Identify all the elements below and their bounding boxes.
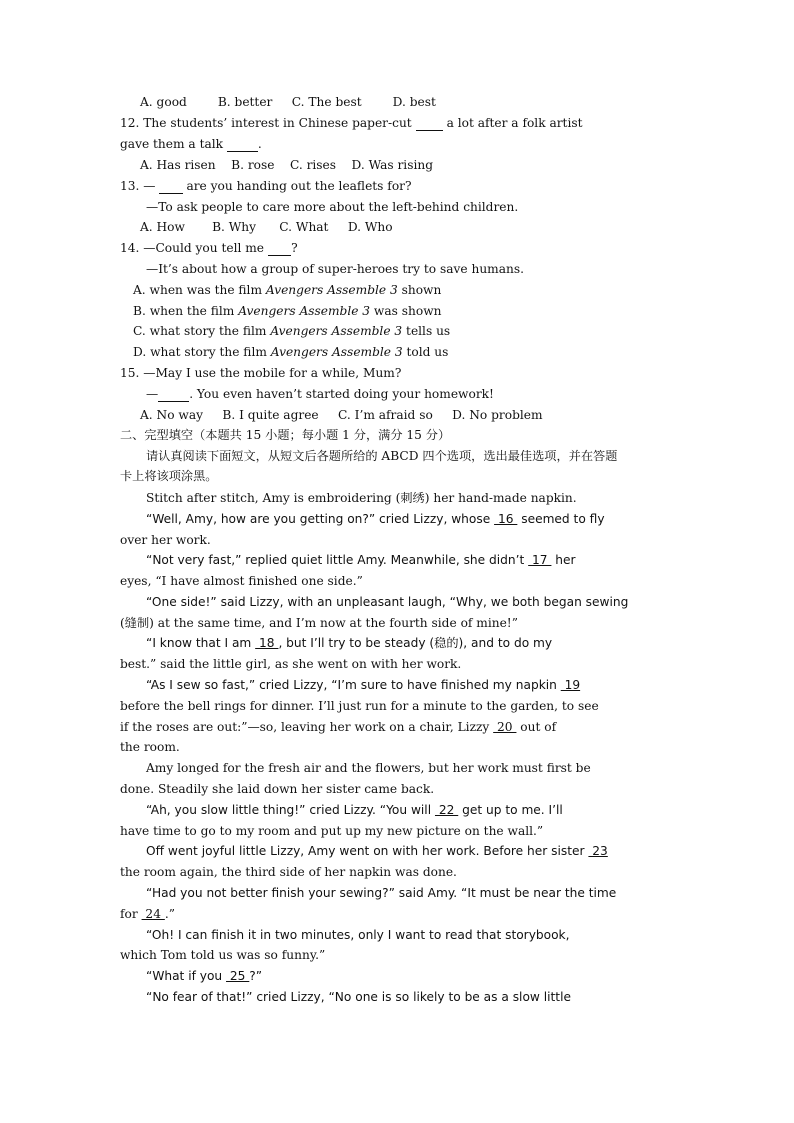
- text-segment: ?”: [249, 969, 263, 983]
- text-line: [120, 238, 676, 259]
- text-line: [120, 945, 676, 966]
- text-line: [146, 758, 702, 779]
- cloze-number: 23: [588, 844, 608, 858]
- text-segment: “I know that I am: [146, 636, 256, 650]
- text-line: [120, 717, 676, 738]
- text-line: [133, 321, 689, 342]
- text-line: [146, 800, 702, 821]
- text-segment: “As I sew so fast,” cried Lizzy, “I’m sure to have finished my napkin: [146, 678, 561, 692]
- text-segment: eyes, “I have almost finished one side.”: [120, 574, 363, 588]
- text-segment: .: [257, 137, 262, 151]
- text-segment: D. what story the film: [133, 345, 271, 359]
- text-segment: Off went joyful little Lizzy, Amy went on with her work. Before her sister: [146, 844, 589, 858]
- text-segment: —It’s about how a group of super-heroes try to save humans.: [146, 262, 524, 276]
- text-line: [146, 675, 702, 696]
- film-title: Avengers Assemble 3: [265, 283, 398, 297]
- text-segment: . You even haven’t started doing your homework!: [189, 387, 494, 401]
- text-segment: the room again, the third side of her napkin was done.: [120, 865, 457, 879]
- text-segment: A. when was the film: [133, 283, 266, 297]
- text-segment: her: [551, 553, 576, 567]
- text-segment: 12. The students’ interest in Chinese paper-cut: [120, 116, 416, 130]
- text-line: [140, 155, 696, 176]
- text-line: [133, 342, 689, 363]
- text-segment: 二、完型填空（本题共 15 小题；每小题 1 分，满分 15 分）: [120, 428, 451, 442]
- text-line: [120, 696, 676, 717]
- text-segment: “Had you not better finish your sewing?” said Amy. “It must be near the time: [146, 886, 617, 900]
- text-segment: best.” said the little girl, as she went on with her work.: [120, 657, 462, 671]
- text-segment: if the roses are out:”—so, leaving her work on a chair, Lizzy: [120, 720, 494, 734]
- text-line: [120, 613, 676, 634]
- text-line: [120, 425, 676, 446]
- film-title: Avengers Assemble 3: [238, 304, 371, 318]
- text-line: [120, 821, 676, 842]
- text-segment: (缝制) at the same time, and I’m now at the fourth side of mine!”: [120, 616, 518, 630]
- text-segment: —: [146, 387, 159, 401]
- cloze-number: 24: [141, 907, 165, 921]
- text-line: [120, 530, 676, 551]
- text-segment: Amy longed for the fresh air and the flowers, but her work must first be: [146, 761, 591, 775]
- text-line: [120, 904, 676, 925]
- text-segment: A. No way B. I quite agree C. I’m afraid so D. No problem: [140, 408, 543, 422]
- text-line: [120, 737, 676, 758]
- cloze-number: 18: [255, 636, 279, 650]
- text-segment: for: [120, 907, 142, 921]
- text-line: [146, 509, 702, 530]
- text-line: [120, 862, 676, 883]
- answer-blank: [158, 387, 189, 402]
- text-line: [140, 217, 696, 238]
- text-segment: A. How B. Why C. What D. Who: [140, 220, 393, 234]
- text-line: [140, 405, 696, 426]
- text-segment: was shown: [370, 304, 442, 318]
- text-segment: a lot after a folk artist: [442, 116, 583, 130]
- text-line: [120, 571, 676, 592]
- text-segment: which Tom told us was so funny.”: [120, 948, 326, 962]
- text-segment: “What if you: [146, 969, 227, 983]
- text-segment: 请认真阅读下面短文，从短文后各题所给的 ABCD 四个选项，选出最佳选项，并在答题: [146, 449, 618, 463]
- text-segment: get up to me. I’ll: [458, 803, 563, 817]
- text-segment: gave them a talk: [120, 137, 227, 151]
- text-segment: “Ah, you slow little thing!” cried Lizzy. “You will: [146, 803, 435, 817]
- text-line: [120, 779, 676, 800]
- text-line: [146, 966, 702, 987]
- text-line: [146, 259, 702, 280]
- cloze-number: 20: [493, 720, 517, 734]
- film-title: Avengers Assemble 3: [270, 324, 403, 338]
- text-segment: , but I’ll try to be steady (稳的), and to do my: [278, 636, 553, 650]
- text-line: [146, 550, 702, 571]
- text-segment: tells us: [402, 324, 451, 338]
- text-line: [146, 883, 702, 904]
- text-segment: shown: [397, 283, 442, 297]
- answer-blank: [268, 241, 291, 256]
- text-line: [120, 466, 676, 487]
- text-segment: —To ask people to care more about the left-behind children.: [146, 200, 519, 214]
- text-line: [120, 113, 676, 134]
- text-line: [146, 446, 702, 467]
- text-segment: “One side!” said Lizzy, with an unpleasant laugh, “Why, we both began sewing: [146, 595, 629, 609]
- text-segment: “Oh! I can finish it in two minutes, only I want to read that storybook,: [146, 928, 570, 942]
- answer-blank: [227, 137, 258, 152]
- text-line: [146, 633, 702, 654]
- cloze-number: 17: [528, 553, 552, 567]
- text-line: [146, 841, 702, 862]
- text-segment: “Well, Amy, how are you getting on?” cried Lizzy, whose: [146, 512, 495, 526]
- text-segment: before the bell rings for dinner. I’ll just run for a minute to the garden, to see: [120, 699, 599, 713]
- text-line: [146, 925, 702, 946]
- text-line: [120, 654, 676, 675]
- text-segment: 13. —: [120, 179, 160, 193]
- text-line: [146, 592, 702, 613]
- film-title: Avengers Assemble 3: [270, 345, 403, 359]
- text-line: [133, 280, 689, 301]
- text-line: [140, 92, 696, 113]
- text-segment: have time to go to my room and put up my new picture on the wall.”: [120, 824, 544, 838]
- text-segment: ?: [291, 241, 298, 255]
- text-segment: out of: [516, 720, 557, 734]
- cloze-number: 19: [560, 678, 581, 692]
- text-line: [146, 488, 702, 509]
- cloze-number: 25: [226, 969, 250, 983]
- text-segment: over her work.: [120, 533, 211, 547]
- text-line: [146, 197, 702, 218]
- text-line: [146, 384, 702, 405]
- cloze-number: 22: [434, 803, 459, 817]
- answer-blank: [416, 116, 443, 131]
- text-segment: 卡上将该项涂黑。: [120, 469, 218, 483]
- answer-blank: [159, 179, 182, 194]
- text-line: [120, 176, 676, 197]
- text-segment: .”: [164, 907, 175, 921]
- cloze-number: 16: [494, 512, 518, 526]
- text-line: [120, 363, 676, 384]
- text-segment: A. Has risen B. rose C. rises D. Was rising: [140, 158, 433, 172]
- text-line: [146, 987, 702, 1008]
- text-segment: C. what story the film: [133, 324, 271, 338]
- text-segment: are you handing out the leaflets for?: [182, 179, 412, 193]
- text-segment: 15. —May I use the mobile for a while, Mum?: [120, 366, 402, 380]
- text-segment: “Not very fast,” replied quiet little Amy. Meanwhile, she didn’t: [146, 553, 529, 567]
- text-segment: done. Steadily she laid down her sister came back.: [120, 782, 435, 796]
- text-segment: “No fear of that!” cried Lizzy, “No one is so likely to be as a slow little: [146, 990, 571, 1004]
- text-segment: the room.: [120, 740, 180, 754]
- text-line: [133, 301, 689, 322]
- text-segment: told us: [402, 345, 449, 359]
- text-segment: seemed to fly: [517, 512, 605, 526]
- text-segment: 14. —Could you tell me: [120, 241, 268, 255]
- text-line: [120, 134, 676, 155]
- text-segment: B. when the film: [133, 304, 239, 318]
- text-segment: A. good B. better C. The best D. best: [140, 95, 436, 109]
- text-segment: Stitch after stitch, Amy is embroidering (刺绣) her hand-made napkin.: [146, 491, 577, 505]
